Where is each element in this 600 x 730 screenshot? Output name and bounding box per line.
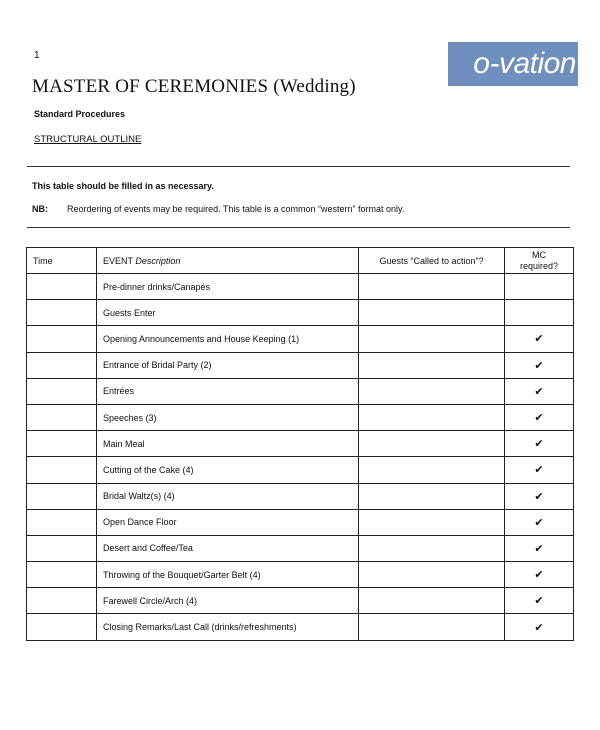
guests-cell	[359, 535, 505, 561]
table-row	[27, 588, 574, 614]
time-cell	[27, 326, 97, 352]
event-cell: Farewell Circle/Arch (4)	[97, 588, 359, 614]
table-row	[27, 378, 574, 404]
checkmark-icon: ✔	[534, 516, 544, 529]
mc-required-cell	[505, 378, 574, 404]
event-cell: Bridal Waltz(s) (4)	[97, 483, 359, 509]
table-row	[27, 431, 574, 457]
checkmark-icon: ✔	[534, 569, 544, 582]
guests-cell	[359, 614, 505, 640]
mc-required-cell	[505, 300, 574, 326]
guests-cell	[359, 300, 505, 326]
mc-required-cell	[505, 431, 574, 457]
mc-required-cell	[505, 509, 574, 535]
subtitle: Standard Procedures	[34, 109, 126, 119]
nb-label: NB:	[32, 204, 48, 214]
checkmark-icon: ✔	[534, 385, 544, 398]
structural-outline-heading: STRUCTURAL OUTLINE	[34, 134, 142, 145]
time-cell	[27, 300, 97, 326]
time-cell	[27, 274, 97, 300]
mc-required-cell	[505, 535, 574, 561]
header-time: Time	[27, 248, 97, 274]
table-row	[27, 300, 574, 326]
table-row	[27, 352, 574, 378]
header-mc: MC	[532, 249, 546, 260]
time-cell	[27, 509, 97, 535]
header-event-prefix: EVENT	[103, 255, 136, 266]
event-cell: Throwing of the Bouquet/Garter Belt (4)	[97, 562, 359, 588]
guests-cell	[359, 562, 505, 588]
table-row	[27, 614, 574, 640]
mc-required-cell	[505, 274, 574, 300]
divider-bottom	[27, 227, 570, 228]
header-guests: Guests “Called to action”?	[359, 248, 505, 274]
event-cell: Guests Enter	[97, 300, 359, 326]
divider-top	[27, 166, 570, 167]
time-cell	[27, 562, 97, 588]
header-event-description: Description	[135, 255, 181, 266]
mc-required-cell	[505, 457, 574, 483]
table-row	[27, 326, 574, 352]
guests-cell	[359, 483, 505, 509]
time-cell	[27, 352, 97, 378]
event-cell: Speeches (3)	[97, 404, 359, 430]
mc-required-cell	[505, 614, 574, 640]
fill-note: This table should be filled in as necessary.	[32, 181, 214, 191]
checkmark-icon: ✔	[534, 359, 544, 372]
table-row	[27, 509, 574, 535]
checkmark-icon: ✔	[534, 621, 544, 634]
checkmark-icon: ✔	[534, 438, 544, 451]
checkmark-icon: ✔	[534, 490, 544, 503]
header-required: required?	[519, 260, 559, 271]
event-cell: Entrance of Bridal Party (2)	[97, 352, 359, 378]
time-cell	[27, 614, 97, 640]
mc-required-cell	[505, 588, 574, 614]
event-cell: Pre-dinner drinks/Canapés	[97, 274, 359, 300]
time-cell	[27, 431, 97, 457]
table-row	[27, 562, 574, 588]
time-cell	[27, 378, 97, 404]
event-cell: Entrées	[97, 378, 359, 404]
guests-cell	[359, 404, 505, 430]
time-cell	[27, 483, 97, 509]
checkmark-icon: ✔	[534, 595, 544, 608]
table-row	[27, 535, 574, 561]
table-row	[27, 457, 574, 483]
checkmark-icon: ✔	[534, 412, 544, 425]
guests-cell	[359, 326, 505, 352]
checkmark-icon: ✔	[534, 464, 544, 477]
time-cell	[27, 535, 97, 561]
guests-cell	[359, 509, 505, 535]
mc-required-cell	[505, 352, 574, 378]
guests-cell	[359, 457, 505, 483]
header-mc-required	[505, 248, 574, 274]
mc-required-cell	[505, 326, 574, 352]
guests-cell	[359, 352, 505, 378]
event-cell: Opening Announcements and House Keeping (1)	[97, 326, 359, 352]
event-cell: Main Meal	[97, 431, 359, 457]
event-cell: Open Dance Floor	[97, 509, 359, 535]
table-row	[27, 483, 574, 509]
checkmark-icon: ✔	[534, 542, 544, 555]
guests-cell	[359, 274, 505, 300]
time-cell	[27, 404, 97, 430]
page-number: 1	[34, 50, 40, 61]
document-title: MASTER OF CEREMONIES (Wedding)	[32, 76, 356, 97]
table-row	[27, 274, 574, 300]
mc-required-cell	[505, 562, 574, 588]
event-cell: Desert and Coffee/Tea	[97, 535, 359, 561]
event-cell: Cutting of the Cake (4)	[97, 457, 359, 483]
mc-required-cell	[505, 404, 574, 430]
time-cell	[27, 457, 97, 483]
checkmark-icon: ✔	[534, 333, 544, 346]
table-header-row	[27, 248, 574, 274]
event-cell: Closing Remarks/Last Call (drinks/refreshments)	[97, 614, 359, 640]
mc-required-cell	[505, 483, 574, 509]
table-row	[27, 404, 574, 430]
time-cell	[27, 588, 97, 614]
guests-cell	[359, 378, 505, 404]
nb-text: Reordering of events may be required. This table is a common “western” format only.	[67, 204, 405, 214]
events-table	[26, 247, 574, 641]
guests-cell	[359, 588, 505, 614]
guests-cell	[359, 431, 505, 457]
header-event	[97, 248, 359, 274]
ovation-logo: o-vation	[448, 42, 578, 86]
